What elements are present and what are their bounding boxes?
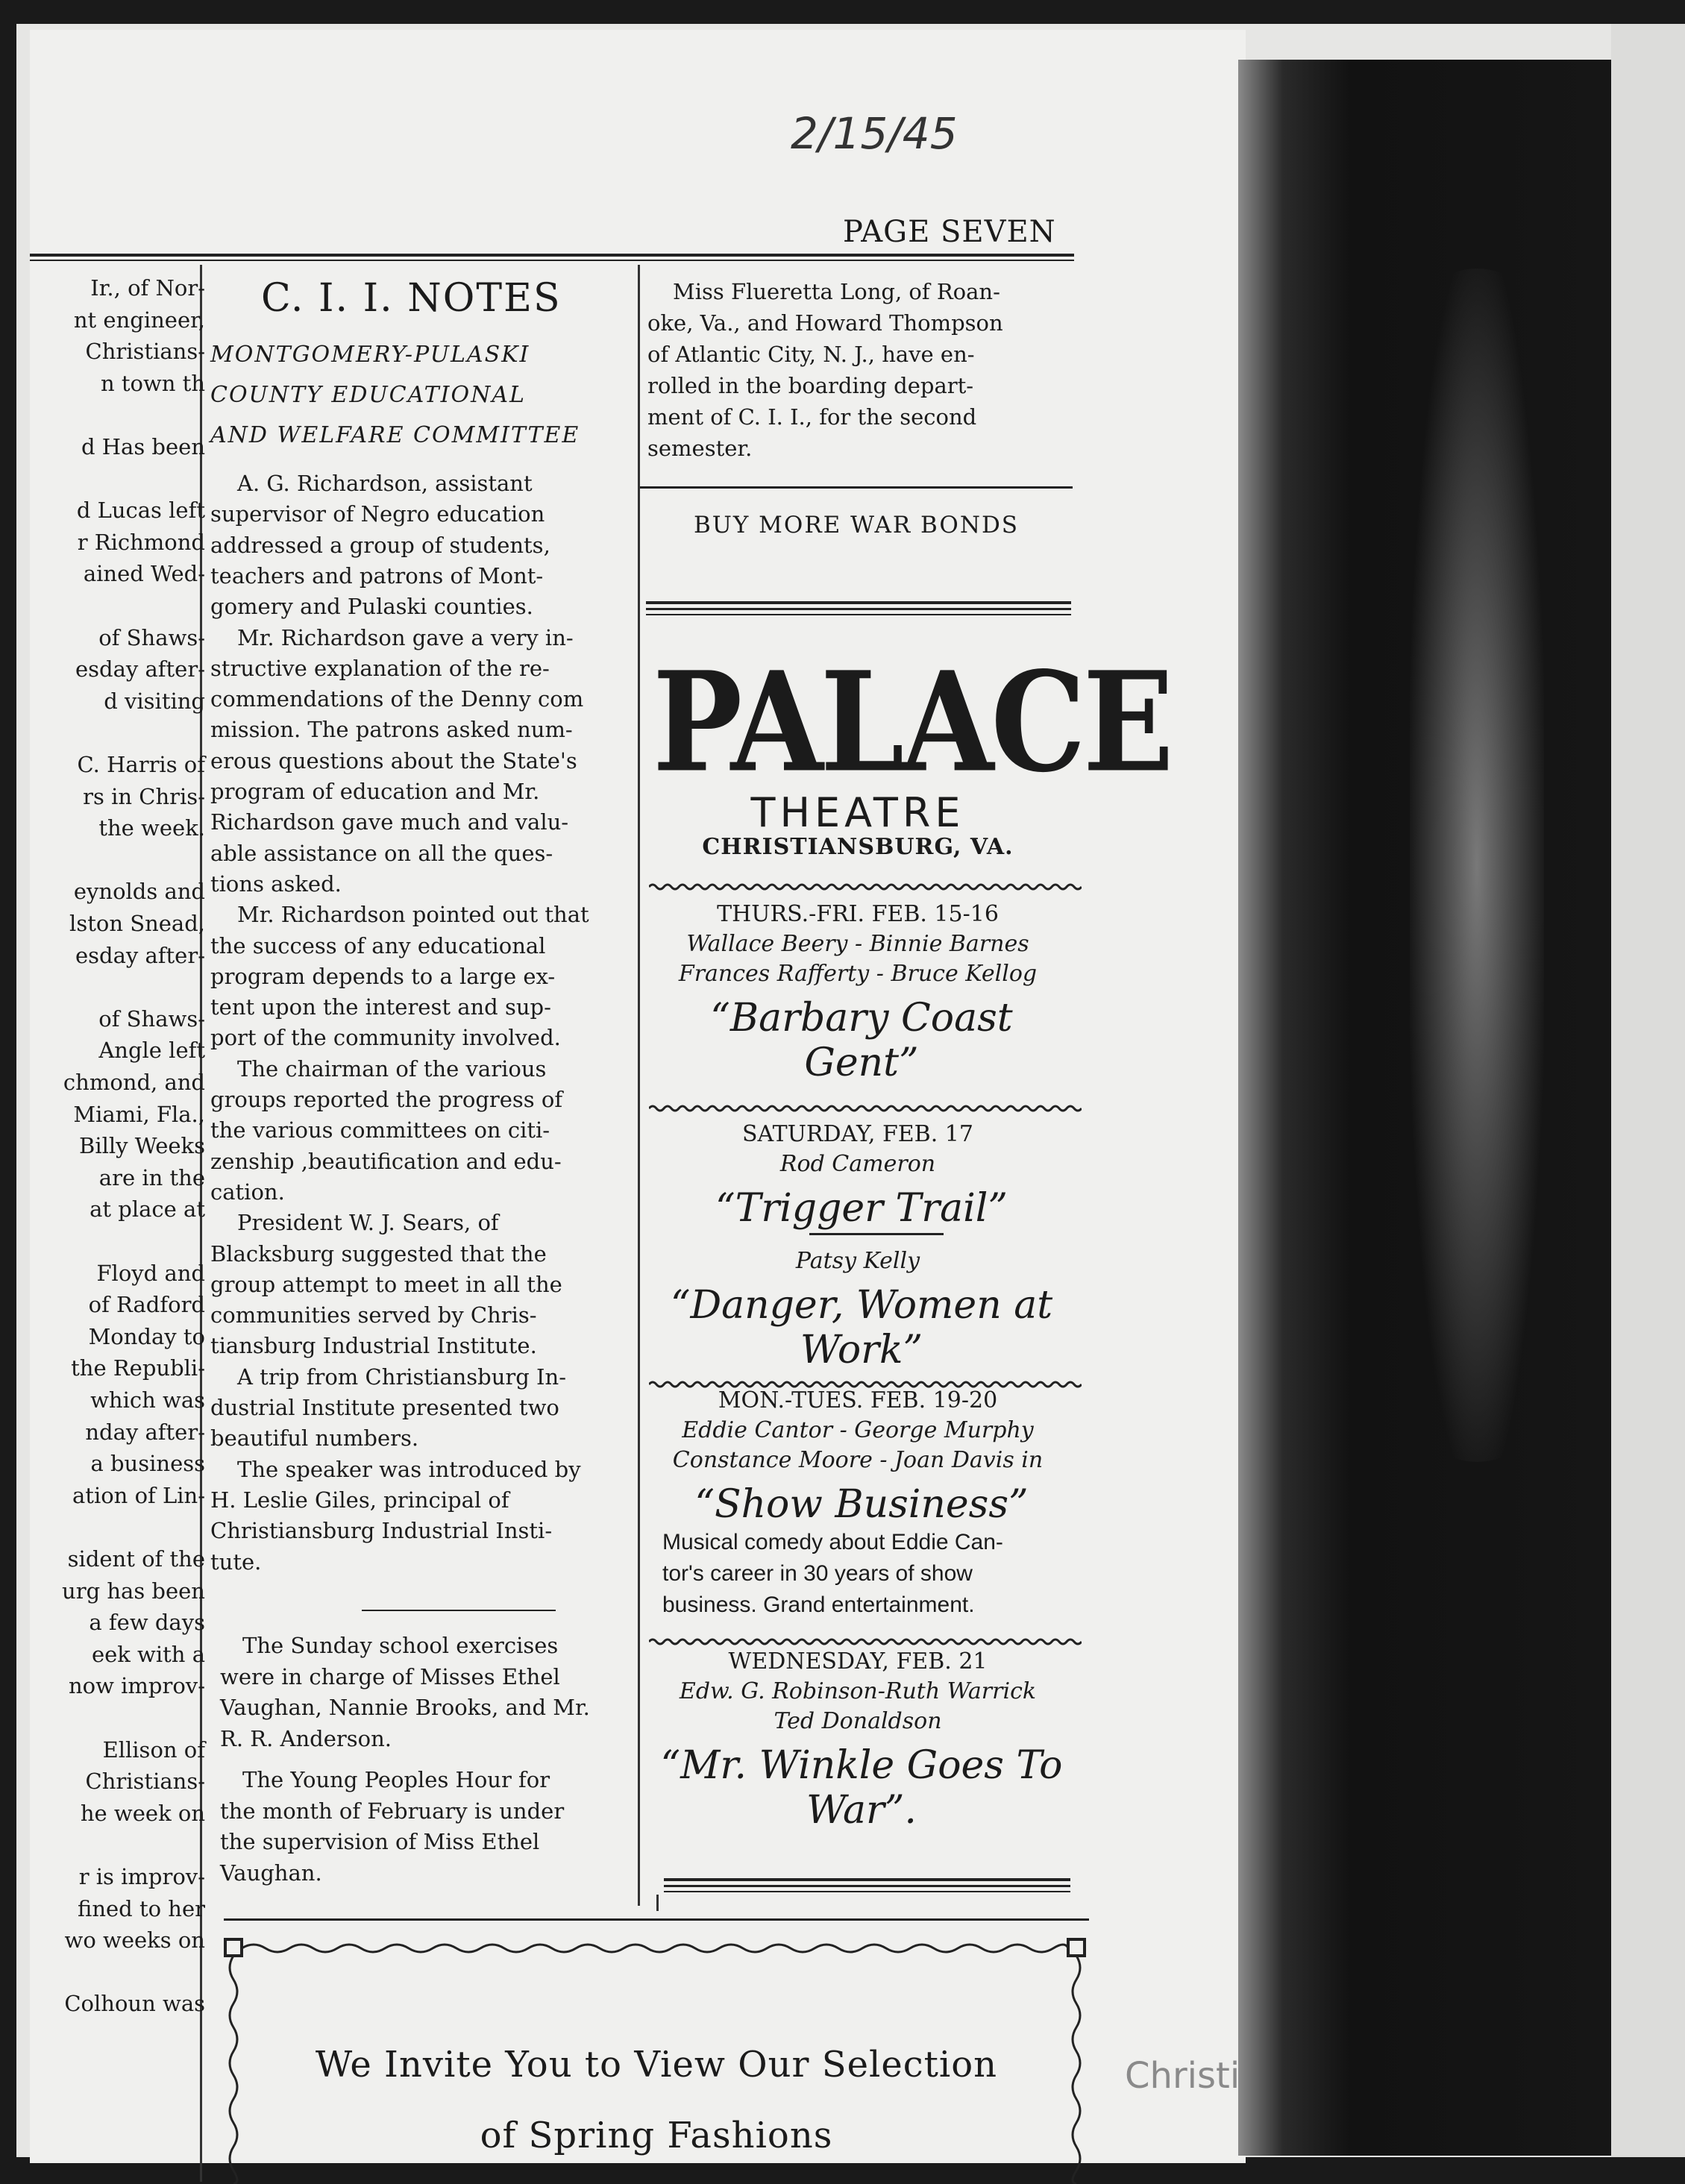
left-column-line: Christians-: [85, 1769, 205, 1795]
cii-article-line: the various committees on citi-: [210, 1117, 550, 1143]
left-column-line: Floyd and: [96, 1260, 205, 1286]
cii-article-line: President W. J. Sears, of: [237, 1210, 499, 1236]
scan-margin-strip: [1611, 24, 1685, 2157]
page-label: PAGE SEVEN: [843, 215, 1056, 249]
header-rule-thin: [30, 260, 1074, 261]
cii-article-line: A trip from Christiansburg In-: [237, 1364, 566, 1390]
column-divider-2b: [656, 1895, 659, 1911]
left-column-line: nday after-: [85, 1419, 205, 1445]
cii-article-line: beautiful numbers.: [210, 1425, 419, 1452]
left-column-line: Billy Weeks: [79, 1133, 205, 1159]
wavy-divider: [649, 1104, 1082, 1113]
left-column-line: ained Wed-: [83, 561, 205, 587]
left-column-line: chmond, and: [63, 1070, 205, 1095]
cii-article-line: structive explanation of the re-: [210, 655, 550, 681]
left-column-line: C. Harris of: [77, 752, 205, 777]
cii-article-line: A. G. Richardson, assistant: [237, 471, 533, 496]
palace-theatre-label: THEATRE: [750, 789, 965, 836]
cii-article-line: tiansburg Industrial Institute.: [210, 1333, 537, 1359]
wavy-divider: [649, 1637, 1082, 1646]
left-column-line: nt engineer,: [73, 307, 205, 333]
boarding-notice-line: Miss Flueretta Long, of Roan-: [673, 279, 1000, 304]
cii-article-line: cation.: [210, 1179, 285, 1205]
boarding-notice-line: of Atlantic City, N. J., have en-: [647, 342, 975, 367]
cii-article-line: program of education and Mr.: [210, 779, 540, 804]
left-column-line: are in the: [98, 1164, 205, 1190]
cii-article-line: The speaker was introduced by: [237, 1456, 581, 1482]
ad-top-rule: [224, 1918, 1089, 1921]
show-cast: Edw. G. Robinson-Ruth Warrick: [679, 1678, 1037, 1704]
left-column-line: d visiting: [104, 688, 205, 714]
boarding-notice-line: oke, Va., and Howard Thompson: [647, 310, 1003, 336]
cii-article-line: groups reported the progress of: [210, 1087, 563, 1112]
ad-line-2: of Spring Fashions: [480, 2115, 833, 2156]
cii-article-line: teachers and patrons of Mont-: [210, 562, 544, 589]
left-column-line: rs in Chris-: [83, 783, 205, 809]
cii-sunday-line: The Young Peoples Hour for: [242, 1767, 550, 1792]
cii-sunday-line: the supervision of Miss Ethel: [220, 1829, 540, 1854]
show-description: tor's career in 30 years of show: [662, 1561, 973, 1586]
cii-article-line: Blacksburg suggested that the: [210, 1240, 547, 1267]
scan-glare: [1410, 269, 1544, 1462]
show-cast: Wallace Beery - Binnie Barnes: [686, 931, 1029, 957]
show-title: Gent”: [804, 1041, 919, 1085]
cii-article-line: tent upon the interest and sup-: [210, 994, 551, 1020]
left-column-line: Angle left: [98, 1038, 205, 1064]
left-column-line: Monday to: [88, 1323, 205, 1349]
cii-subtitle-1: MONTGOMERY-PULASKI: [210, 342, 530, 368]
left-column-line: eynolds and: [73, 879, 205, 905]
rule-above-bonds: [640, 486, 1073, 489]
left-column-line: of Radford: [88, 1292, 205, 1318]
show-title: “Mr. Winkle Goes To: [660, 1743, 1063, 1788]
show-date: SATURDAY, FEB. 17: [742, 1121, 973, 1147]
cii-article-line: Christiansburg Industrial Insti-: [210, 1518, 553, 1544]
cii-separator: [362, 1610, 556, 1611]
show-cast: Rod Cameron: [779, 1151, 936, 1177]
cii-article-line: communities served by Chris-: [210, 1302, 537, 1328]
show-cast: Frances Rafferty - Bruce Kellog: [678, 961, 1038, 987]
show-cast: Constance Moore - Joan Davis in: [672, 1447, 1044, 1473]
show-date: WEDNESDAY, FEB. 21: [728, 1648, 988, 1675]
cii-sunday-line: the month of February is under: [220, 1798, 565, 1824]
left-column-line: the week.: [98, 815, 205, 841]
cii-article-line: tute.: [210, 1548, 262, 1575]
cii-subtitle-2: COUNTY EDUCATIONAL: [210, 382, 526, 408]
left-column-line: which was: [90, 1387, 205, 1413]
cii-article-line: supervisor of Negro education: [210, 501, 545, 527]
left-column-line: Ellison of: [102, 1736, 205, 1763]
left-column-line: a business: [90, 1451, 205, 1477]
palace-location: CHRISTIANSBURG, VA.: [702, 834, 1014, 860]
cii-article-line: gomery and Pulaski counties.: [210, 594, 533, 620]
left-column-line: he week on: [80, 1800, 205, 1826]
left-column-line: wo weeks on: [64, 1927, 205, 1954]
watermark-text: Christi: [1125, 2055, 1240, 2097]
cii-article-line: tions asked.: [210, 870, 342, 897]
left-column-line: Colhoun was: [64, 1991, 205, 2017]
cii-article-line: Richardson gave much and valu-: [210, 809, 569, 835]
show-title: “Barbary Coast: [710, 996, 1013, 1041]
show-title: “Show Business”: [694, 1482, 1029, 1527]
cii-article-line: able assistance on all the ques-: [210, 840, 553, 866]
left-column-line: now improv-: [68, 1673, 205, 1699]
show-description: Musical comedy about Eddie Can-: [662, 1530, 1003, 1554]
show-cast: Eddie Cantor - George Murphy: [682, 1417, 1034, 1443]
cii-sunday-line: The Sunday school exercises: [242, 1633, 559, 1658]
show-title: Work”: [800, 1328, 923, 1372]
header-rule: [30, 254, 1074, 257]
show-title: “Danger, Women at: [670, 1283, 1053, 1328]
column-divider-2: [638, 265, 640, 1906]
show-cast: Patsy Kelly: [795, 1248, 920, 1274]
palace-top-border-2: [646, 608, 1071, 610]
left-column-line: ation of Lin-: [72, 1482, 205, 1508]
left-column-line: r Richmond: [77, 529, 205, 555]
left-column-line: of Shaws-: [98, 1005, 205, 1032]
left-column-line: d Has been: [81, 434, 205, 459]
cii-article-line: H. Leslie Giles, principal of: [210, 1487, 509, 1513]
left-column-line: d Lucas left: [76, 498, 205, 524]
boarding-notice-line: rolled in the boarding depart-: [647, 373, 974, 398]
show-title: “Trigger Trail”: [715, 1186, 1008, 1231]
cii-notes-title: C. I. I. NOTES: [261, 276, 562, 321]
show-cast: Ted Donaldson: [774, 1708, 942, 1734]
cii-sunday-line: Vaughan, Nannie Brooks, and Mr.: [220, 1695, 590, 1720]
cii-article-line: The chairman of the various: [237, 1055, 547, 1082]
war-bonds-slogan: BUY MORE WAR BONDS: [693, 512, 1020, 539]
show-description: business. Grand entertainment.: [662, 1592, 975, 1617]
cii-article-line: addressed a group of students,: [210, 532, 550, 558]
palace-bottom-border: [664, 1878, 1070, 1881]
left-column-line: the Republi-: [71, 1355, 205, 1381]
left-column-line: esday after-: [75, 942, 205, 968]
palace-top-border-3: [646, 614, 1071, 615]
left-column-line: sident of the: [67, 1546, 205, 1572]
cii-article-line: the success of any educational: [210, 932, 546, 958]
cii-article-line: port of the community involved.: [210, 1025, 561, 1051]
left-column-line: fined to her: [78, 1895, 205, 1921]
palace-bottom-border-3: [664, 1891, 1070, 1892]
wavy-divider: [649, 882, 1082, 891]
cii-article-line: group attempt to meet in all the: [210, 1271, 562, 1297]
left-column-line: urg has been: [62, 1578, 205, 1604]
show-short-rule: [809, 1233, 944, 1235]
boarding-notice-line: ment of C. I. I., for the second: [647, 404, 977, 430]
handwritten-date: 2/15/45: [791, 108, 958, 159]
left-column-line: lston Snead,: [69, 911, 205, 936]
cii-sunday-line: were in charge of Misses Ethel: [220, 1663, 560, 1689]
cii-article-line: mission. The patrons asked num-: [210, 717, 573, 743]
palace-top-border: [646, 601, 1071, 604]
left-column-line: r is improv-: [78, 1864, 205, 1889]
show-date: THURS.-FRI. FEB. 15-16: [717, 901, 999, 927]
left-column-line: Christians-: [85, 339, 205, 365]
palace-name: PALACE: [653, 641, 1171, 803]
ad-line-1: We Invite You to View Our Selection: [315, 2044, 998, 2086]
cii-article-line: program depends to a large ex-: [210, 963, 556, 989]
cii-article-line: Mr. Richardson pointed out that: [237, 902, 589, 928]
show-title: War”.: [806, 1788, 917, 1833]
cii-subtitle-3: AND WELFARE COMMITTEE: [210, 422, 580, 448]
cii-sunday-line: Vaughan.: [220, 1860, 322, 1886]
boarding-notice-line: semester.: [647, 436, 753, 461]
cii-article-line: zenship ,beautification and edu-: [210, 1148, 562, 1174]
left-column-line: at place at: [90, 1196, 205, 1223]
palace-bottom-border-2: [664, 1885, 1070, 1887]
left-column-line: of Shaws-: [98, 624, 205, 650]
cii-article-line: Mr. Richardson gave a very in-: [237, 624, 574, 650]
show-date: MON.-TUES. FEB. 19-20: [718, 1387, 998, 1413]
left-column-line: a few days: [89, 1610, 205, 1636]
left-column-line: eek with a: [91, 1641, 205, 1667]
cii-article-line: dustrial Institute presented two: [210, 1395, 559, 1420]
left-column-line: n town th: [100, 370, 205, 396]
cii-sunday-line: R. R. Anderson.: [220, 1725, 392, 1751]
left-column-line: esday after-: [75, 656, 205, 682]
cii-article-line: erous questions about the State's: [210, 747, 577, 774]
left-column-line: Miami, Fla.,: [73, 1101, 205, 1127]
cii-article-line: commendations of the Denny com: [210, 686, 584, 712]
left-column-line: Ir., of Nor-: [90, 275, 205, 301]
